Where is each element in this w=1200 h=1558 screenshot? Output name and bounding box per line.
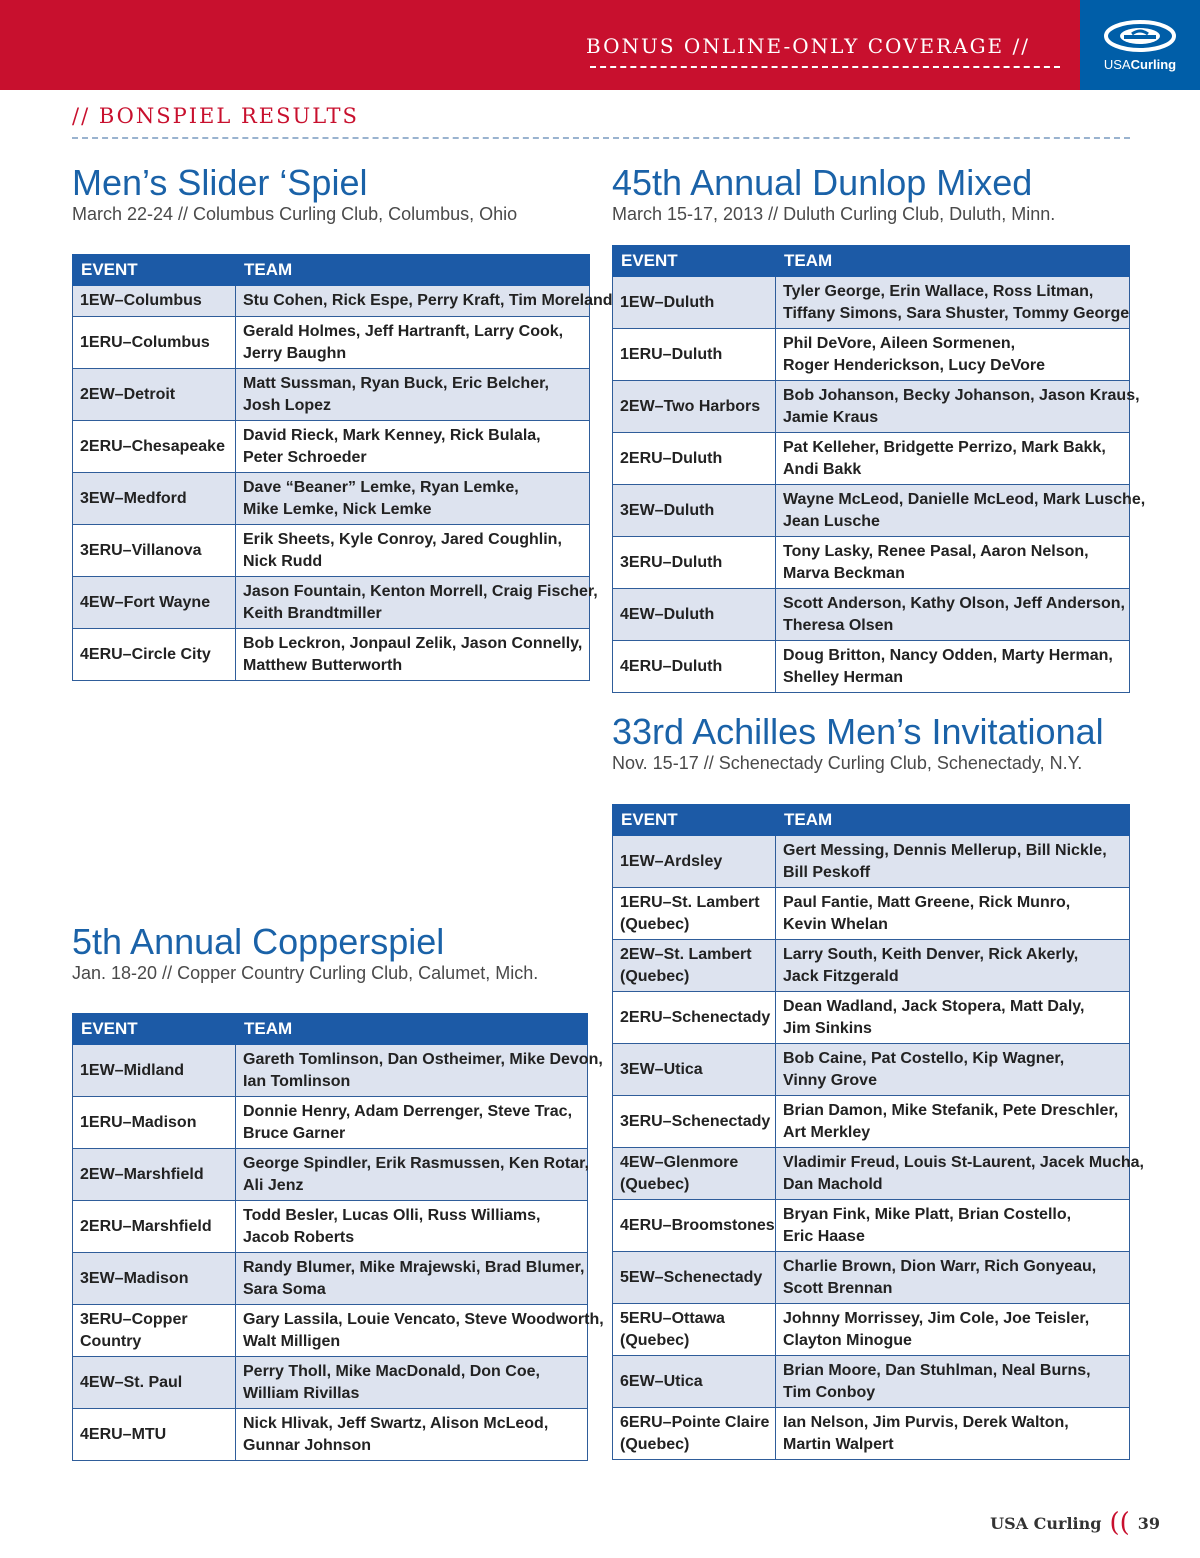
event-cell [73, 1409, 236, 1461]
dunlop-title: 45th Annual Dunlop Mixed [612, 162, 1033, 203]
event-line: 6EW–Utica [620, 1372, 703, 1390]
event-cell [613, 1044, 776, 1096]
column-header-event: EVENT [613, 246, 776, 277]
event-line: 2ERU–Duluth [620, 449, 723, 467]
team-cell [776, 433, 1130, 485]
table-row [613, 1200, 1130, 1252]
event-cell [613, 940, 776, 992]
event-line: 5ERU–Ottawa [620, 1309, 725, 1327]
team-line: Phil DeVore, Aileen Sormenen, [783, 334, 1016, 352]
team-cell [776, 1148, 1144, 1200]
table-row [73, 473, 590, 525]
event-line: Country [80, 1332, 142, 1350]
team-line: Nick Rudd [243, 552, 323, 570]
team-line: Scott Anderson, Kathy Olson, Jeff Anderson, [783, 594, 1125, 612]
team-line: Bob Johanson, Becky Johanson, Jason Kraus, [783, 386, 1140, 404]
team-cell [236, 629, 590, 681]
copperspiel-subtitle: Jan. 18-20 // Copper Country Curling Club, Calumet, Mich. [72, 963, 539, 983]
event-cell [613, 836, 776, 888]
table-row [613, 1096, 1130, 1148]
copperspiel-title: 5th Annual Copperspiel [72, 921, 445, 962]
table-row [73, 1097, 588, 1149]
event-line: 3EW–Madison [80, 1269, 189, 1287]
top-banner [0, 0, 1200, 90]
team-line: Bruce Garner [243, 1124, 346, 1142]
team-line: Pat Kelleher, Bridgette Perrizo, Mark Bakk, [783, 438, 1106, 456]
table-row [613, 1252, 1130, 1304]
table-row [613, 1408, 1130, 1460]
event-line: 2ERU–Chesapeake [80, 437, 225, 455]
event-line: 3ERU–Villanova [80, 541, 202, 559]
team-cell [236, 1357, 588, 1409]
event-line: 1EW–Columbus [80, 292, 202, 309]
footer-separator-icon: (( [1109, 1508, 1130, 1538]
team-cell [776, 1304, 1130, 1356]
event-line: 1ERU–Duluth [620, 345, 723, 363]
team-line: Gerald Holmes, Jeff Hartranft, Larry Cook, [243, 322, 564, 340]
event-line: 3EW–Utica [620, 1060, 703, 1078]
event-cell [73, 1357, 236, 1409]
event-line: (Quebec) [620, 1331, 690, 1349]
table-row [613, 537, 1130, 589]
table-row [73, 421, 590, 473]
team-cell [776, 836, 1130, 888]
team-cell [236, 577, 598, 629]
table-row [73, 629, 590, 681]
team-line: Clayton Minogue [783, 1331, 912, 1349]
team-cell [776, 888, 1130, 940]
team-line: Dean Wadland, Jack Stopera, Matt Daly, [783, 997, 1085, 1015]
team-line: Gert Messing, Dennis Mellerup, Bill Nickle, [783, 841, 1107, 859]
event-line: 4ERU–Duluth [620, 657, 723, 675]
page-footer [990, 1510, 1160, 1536]
team-cell [776, 381, 1140, 433]
team-line: Vladimir Freud, Louis St-Laurent, Jacek Mucha, [783, 1153, 1144, 1171]
slider-title: Men’s Slider ‘Spiel [72, 162, 368, 203]
event-line: 5EW–Schenectady [620, 1268, 763, 1286]
table-row [73, 1201, 588, 1253]
table-header-row [73, 255, 590, 286]
team-line: Theresa Olsen [783, 616, 894, 634]
event-line: 4ERU–MTU [80, 1425, 167, 1443]
table-row [613, 641, 1130, 693]
team-line: George Spindler, Erik Rasmussen, Ken Rotar, [243, 1154, 589, 1172]
logo-word-curling: Curling [1130, 56, 1177, 72]
team-cell [776, 537, 1130, 589]
team-line: Kevin Whelan [783, 915, 888, 933]
team-line: Perry Tholl, Mike MacDonald, Don Coe, [243, 1362, 540, 1380]
team-line: Randy Blumer, Mike Mrajewski, Brad Blumer, [243, 1258, 585, 1276]
team-line: Jack Fitzgerald [783, 967, 899, 985]
column-header-event: EVENT [613, 805, 776, 836]
team-line: Sara Soma [243, 1280, 326, 1298]
team-line: Todd Besler, Lucas Olli, Russ Williams, [243, 1206, 541, 1224]
team-line: Nick Hlivak, Jeff Swartz, Alison McLeod, [243, 1414, 549, 1432]
event-line: (Quebec) [620, 967, 690, 985]
team-cell [776, 329, 1130, 381]
event-cell [613, 1356, 776, 1408]
team-line: Larry South, Keith Denver, Rick Akerly, [783, 945, 1079, 963]
team-line: Doug Britton, Nancy Odden, Marty Herman, [783, 646, 1113, 664]
event-cell [73, 473, 236, 525]
event-line: 4EW–Glenmore [620, 1153, 739, 1171]
team-cell [236, 317, 590, 369]
event-line: 3EW–Duluth [620, 501, 715, 519]
team-line: Martin Walpert [783, 1435, 894, 1453]
team-cell [776, 1408, 1130, 1460]
footer-publication: USA Curling [990, 1513, 1102, 1533]
slider-subtitle: March 22-24 // Columbus Curling Club, Columbus, Ohio [72, 204, 518, 224]
event-line: 1EW–Midland [80, 1061, 185, 1079]
table-row [73, 286, 590, 317]
usa-curling-logo[interactable] [1080, 0, 1200, 90]
achilles-results-table [612, 804, 1144, 1460]
table-header-row [73, 1014, 588, 1045]
table-row [73, 1409, 588, 1461]
table-row [613, 1356, 1130, 1408]
team-line: Walt Milligen [243, 1332, 341, 1350]
slider-results-table [72, 254, 613, 681]
event-line: 4EW–Duluth [620, 605, 715, 623]
event-cell [613, 537, 776, 589]
event-cell [613, 1200, 776, 1252]
team-line: Wayne McLeod, Danielle McLeod, Mark Lusche, [783, 490, 1146, 508]
team-line: Mike Lemke, Nick Lemke [243, 500, 432, 518]
team-line: Jerry Baughn [243, 344, 347, 362]
team-line: Charlie Brown, Dion Warr, Rich Gonyeau, [783, 1257, 1097, 1275]
event-cell [613, 1304, 776, 1356]
event-line: 2ERU–Schenectady [620, 1008, 771, 1026]
team-line: Erik Sheets, Kyle Conroy, Jared Coughlin, [243, 530, 562, 548]
table-header-row [613, 805, 1130, 836]
team-cell [776, 589, 1130, 641]
table-row [613, 1304, 1130, 1356]
team-line: Bob Leckron, Jonpaul Zelik, Jason Connelly, [243, 634, 583, 652]
event-cell [73, 317, 236, 369]
team-cell [776, 485, 1146, 537]
section-dashed-rule [72, 137, 1130, 139]
event-line: 2EW–St. Lambert [620, 945, 752, 963]
event-cell [613, 1252, 776, 1304]
event-cell [613, 641, 776, 693]
team-line: Jacob Roberts [243, 1228, 355, 1246]
team-cell [776, 1356, 1130, 1408]
table-row [73, 1357, 588, 1409]
table-row [613, 940, 1130, 992]
team-cell [236, 421, 590, 473]
table-row [613, 1148, 1130, 1200]
team-line: Brian Damon, Mike Stefanik, Pete Dreschler, [783, 1101, 1119, 1119]
event-cell [73, 1253, 236, 1305]
event-cell [73, 286, 236, 317]
team-cell [236, 1253, 588, 1305]
team-cell [236, 1305, 604, 1357]
team-line: Ian Tomlinson [243, 1072, 351, 1090]
achilles-title: 33rd Achilles Men’s Invitational [612, 711, 1104, 752]
team-line: Marva Beckman [783, 564, 905, 582]
table-row [73, 1045, 588, 1097]
dunlop-heading-block [612, 164, 1055, 225]
table-row [613, 485, 1130, 537]
event-line: 4EW–St. Paul [80, 1373, 183, 1391]
column-header-team: TEAM [776, 805, 1130, 836]
team-line: Ali Jenz [243, 1176, 304, 1194]
team-line: Dan Machold [783, 1175, 883, 1193]
column-header-team: TEAM [236, 255, 590, 286]
copperspiel-heading-block [72, 923, 538, 984]
team-line: Paul Fantie, Matt Greene, Rick Munro, [783, 893, 1071, 911]
table-row [613, 277, 1130, 329]
page-number: 39 [1137, 1513, 1160, 1533]
team-cell [236, 1149, 588, 1201]
event-cell [73, 369, 236, 421]
team-line: Gunnar Johnson [243, 1436, 371, 1454]
table-row [613, 381, 1130, 433]
event-cell [613, 381, 776, 433]
column-header-team: TEAM [776, 246, 1130, 277]
logo-wordmark [1104, 57, 1176, 72]
team-line: Tim Conboy [783, 1383, 876, 1401]
event-cell [73, 1201, 236, 1253]
event-cell [73, 1305, 236, 1357]
event-line: 3EW–Medford [80, 489, 187, 507]
team-cell [776, 277, 1130, 329]
team-line: Johnny Morrissey, Jim Cole, Joe Teisler, [783, 1309, 1090, 1327]
team-line: Matthew Butterworth [243, 656, 403, 674]
event-cell [613, 589, 776, 641]
event-cell [613, 329, 776, 381]
table-row [73, 317, 590, 369]
column-header-team: TEAM [236, 1014, 588, 1045]
event-cell [73, 1149, 236, 1201]
table-row [613, 1044, 1130, 1096]
table-row [73, 1305, 588, 1357]
event-line: 4ERU–Circle City [80, 645, 211, 663]
team-line: Art Merkley [783, 1123, 871, 1141]
event-line: 3ERU–Duluth [620, 553, 723, 571]
team-line: Tiffany Simons, Sara Shuster, Tommy George [783, 304, 1130, 322]
team-line: Donnie Henry, Adam Derrenger, Steve Trac, [243, 1102, 573, 1120]
team-cell [236, 369, 590, 421]
copperspiel-results-table [72, 1013, 604, 1461]
event-cell [613, 1408, 776, 1460]
team-line: Andi Bakk [783, 460, 862, 478]
banner-title: BONUS ONLINE-ONLY COVERAGE // [586, 34, 1030, 58]
team-line: Dave “Beaner” Lemke, Ryan Lemke, [243, 478, 519, 496]
event-line: 2EW–Two Harbors [620, 397, 761, 415]
event-line: 2ERU–Marshfield [80, 1217, 212, 1235]
team-cell [776, 1252, 1130, 1304]
team-line: Scott Brennan [783, 1279, 893, 1297]
table-row [613, 836, 1130, 888]
table-row [613, 589, 1130, 641]
table-row [613, 329, 1130, 381]
event-line: (Quebec) [620, 1175, 690, 1193]
column-header-event: EVENT [73, 255, 236, 286]
team-cell [776, 940, 1130, 992]
event-line: 1ERU–Madison [80, 1113, 197, 1131]
dunlop-results-table [612, 245, 1146, 693]
event-line: 1EW–Duluth [620, 293, 715, 311]
team-line: Josh Lopez [243, 396, 332, 414]
team-line: Bill Peskoff [783, 863, 871, 881]
team-cell [236, 1045, 603, 1097]
event-cell [73, 629, 236, 681]
team-line: Peter Schroeder [243, 448, 367, 466]
event-line: 1ERU–Columbus [80, 333, 210, 351]
event-line: 2EW–Detroit [80, 385, 176, 403]
event-cell [613, 1096, 776, 1148]
section-label: // BONSPIEL RESULTS [72, 104, 359, 128]
team-line: Vinny Grove [783, 1071, 877, 1089]
event-cell [73, 1097, 236, 1149]
logo-word-usa: USA [1103, 56, 1131, 72]
team-line: Jean Lusche [783, 512, 880, 530]
dunlop-subtitle: March 15-17, 2013 // Duluth Curling Club, Duluth, Minn. [612, 204, 1056, 224]
team-line: Bob Caine, Pat Costello, Kip Wagner, [783, 1049, 1065, 1067]
team-line: Ian Nelson, Jim Purvis, Derek Walton, [783, 1413, 1069, 1431]
team-line: William Rivillas [243, 1384, 360, 1402]
team-line: Matt Sussman, Ryan Buck, Eric Belcher, [243, 374, 549, 392]
event-line: (Quebec) [620, 915, 690, 933]
team-line: Brian Moore, Dan Stuhlman, Neal Burns, [783, 1361, 1091, 1379]
team-cell [776, 641, 1130, 693]
team-line: Tyler George, Erin Wallace, Ross Litman, [783, 282, 1094, 300]
event-line: 3ERU–Copper [80, 1310, 188, 1328]
table-row [73, 525, 590, 577]
event-line: 4ERU–Broomstones [620, 1216, 775, 1234]
slider-heading-block [72, 164, 517, 225]
team-cell [776, 992, 1130, 1044]
team-cell [776, 1200, 1130, 1252]
team-line: Tony Lasky, Renee Pasal, Aaron Nelson, [783, 542, 1089, 560]
event-line: 4EW–Fort Wayne [80, 593, 211, 611]
event-cell [613, 277, 776, 329]
event-cell [613, 433, 776, 485]
event-line: (Quebec) [620, 1435, 690, 1453]
team-cell [236, 286, 613, 317]
team-line: Keith Brandtmiller [243, 604, 382, 622]
event-cell [613, 1148, 776, 1200]
team-line: Gary Lassila, Louie Vencato, Steve Woodworth, [243, 1310, 604, 1328]
team-cell [776, 1096, 1130, 1148]
team-cell [236, 1097, 588, 1149]
team-line: Jim Sinkins [783, 1019, 872, 1037]
team-line: Stu Cohen, Rick Espe, Perry Kraft, Tim Moreland [243, 292, 613, 309]
team-cell [776, 1044, 1130, 1096]
table-row [613, 433, 1130, 485]
table-row [613, 888, 1130, 940]
team-line: Eric Haase [783, 1227, 865, 1245]
event-cell [613, 992, 776, 1044]
team-line: Gareth Tomlinson, Dan Ostheimer, Mike Devon, [243, 1050, 603, 1068]
team-line: Roger Henderickson, Lucy DeVore [783, 356, 1045, 374]
team-cell [236, 1201, 588, 1253]
event-line: 2EW–Marshfield [80, 1165, 204, 1183]
event-cell [73, 1045, 236, 1097]
team-line: Bryan Fink, Mike Platt, Brian Costello, [783, 1205, 1072, 1223]
table-row [73, 1149, 588, 1201]
table-row [73, 577, 590, 629]
event-line: 1EW–Ardsley [620, 852, 723, 870]
table-header-row [613, 246, 1130, 277]
achilles-subtitle: Nov. 15-17 // Schenectady Curling Club, Schenectady, N.Y. [612, 753, 1083, 773]
event-cell [613, 485, 776, 537]
event-line: 6ERU–Pointe Claire [620, 1413, 770, 1431]
column-header-event: EVENT [73, 1014, 236, 1045]
table-row [73, 1253, 588, 1305]
event-line: 1ERU–St. Lambert [620, 893, 760, 911]
event-cell [613, 888, 776, 940]
table-row [613, 992, 1130, 1044]
event-cell [73, 525, 236, 577]
curling-stone-logo-icon [1102, 19, 1178, 53]
event-line: 3ERU–Schenectady [620, 1112, 771, 1130]
event-cell [73, 577, 236, 629]
team-cell [236, 525, 590, 577]
team-cell [236, 473, 590, 525]
achilles-heading-block [612, 713, 1104, 774]
team-line: David Rieck, Mark Kenney, Rick Bulala, [243, 426, 541, 444]
team-line: Shelley Herman [783, 668, 904, 686]
table-row [73, 369, 590, 421]
team-cell [236, 1409, 588, 1461]
team-line: Jamie Kraus [783, 408, 879, 426]
banner-dashed-rule [590, 66, 1060, 68]
event-cell [73, 421, 236, 473]
team-line: Jason Fountain, Kenton Morrell, Craig Fischer, [243, 582, 598, 600]
